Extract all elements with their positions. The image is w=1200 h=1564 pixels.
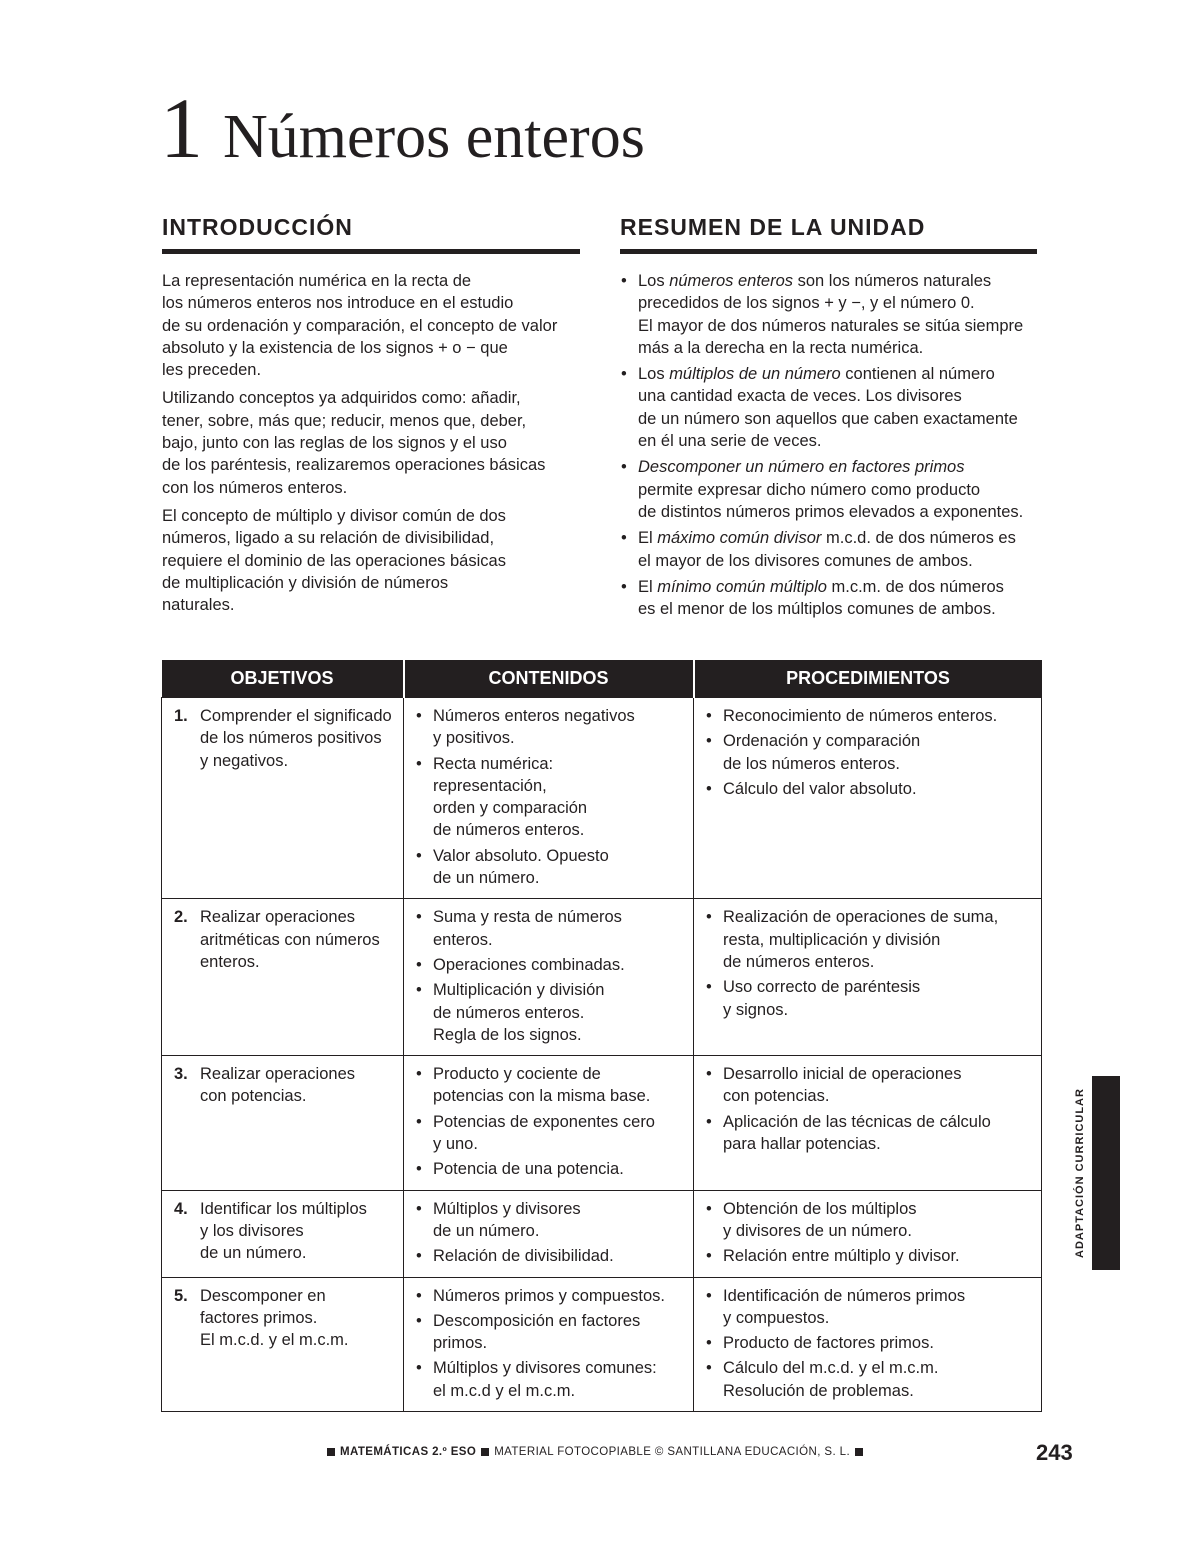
intro-paragraph: La representación numérica en la recta de los números enteros nos introduce en el estudio de su ordenación y comparación, el concepto de valor absoluto y la existencia de los signos + o − que les preceden. [162, 272, 558, 380]
table-row [162, 899, 1042, 1056]
procedimientos-list [704, 705, 1035, 800]
contenidos-item: • Descomposición en factores primos. [414, 1310, 687, 1355]
table-row [162, 698, 1042, 899]
curriculum-table [161, 660, 1042, 1412]
objetivo-cell [162, 698, 404, 899]
contenidos-item: • Operaciones combinadas. [414, 954, 687, 976]
procedimientos-item: • Identificación de números primos y compuestos. [704, 1285, 1035, 1330]
procedimientos-item: • Producto de factores primos. [704, 1332, 1035, 1354]
procedimientos-item: • Relación entre múltiplo y divisor. [704, 1245, 1035, 1267]
resumen-item-post: son los números naturales precedidos de los signos + y −, y el número 0. El mayor de dos números naturales se sitúa siempre más a la derecha en la recta numérica. [638, 272, 1024, 357]
table-body [162, 698, 1042, 1412]
contenidos-item: • Múltiplos y divisores comunes: el m.c.d y el m.c.m. [414, 1357, 687, 1402]
intro-paragraph: Utilizando conceptos ya adquiridos como: añadir, tener, sobre, más que; reducir, menos que, deber, bajo, junto con las reglas de los signos y el uso de los paréntesis, realizaremos operaciones básicas con los números enteros. [162, 389, 546, 497]
contenidos-list [414, 906, 687, 1046]
contenidos-cell [404, 899, 694, 1056]
contenidos-cell [404, 1056, 694, 1190]
contenidos-list [414, 1063, 687, 1180]
procedimientos-item: • Reconocimiento de números enteros. [704, 705, 1035, 727]
contenidos-list [414, 1285, 687, 1402]
objetivo-number: 5. [174, 1286, 188, 1305]
intro-body [162, 270, 592, 622]
contenidos-item: • Multiplicación y división de números enteros. Regla de los signos. [414, 979, 687, 1046]
procedimientos-list [704, 1063, 1035, 1155]
objetivo-number: 4. [174, 1199, 188, 1218]
resumen-heading: RESUMEN DE LA UNIDAD [620, 214, 1037, 254]
resumen-item-term: mínimo común múltiplo [657, 577, 827, 596]
table-row [162, 1277, 1042, 1411]
procedimientos-item: • Realización de operaciones de suma, resta, multiplicación y división de números enteros. [704, 906, 1035, 973]
resumen-item-pre: Los [638, 272, 670, 290]
resumen-item-term: múltiplos de un número [669, 365, 841, 384]
objetivo-cell [162, 899, 404, 1056]
procedimientos-item: • Cálculo del m.c.d. y el m.c.m. Resolución de problemas. [704, 1357, 1035, 1402]
contenidos-cell [404, 1190, 694, 1277]
table-header-row [162, 660, 1042, 698]
objetivo-number: 3. [174, 1065, 188, 1084]
procedimientos-list [704, 1198, 1035, 1268]
contenidos-list [414, 1198, 687, 1268]
procedimientos-cell [694, 1277, 1042, 1411]
table-row [162, 1190, 1042, 1277]
contenidos-list [414, 705, 687, 889]
resumen-item [620, 270, 1050, 359]
procedimientos-list [704, 1285, 1035, 1402]
contenidos-item: • Números primos y compuestos. [414, 1285, 687, 1307]
objetivo-text: Descomponer en factores primos. El m.c.d. y el m.c.m. [200, 1286, 349, 1350]
table-row [162, 1056, 1042, 1190]
objetivo-cell [162, 1190, 404, 1277]
page-number: 243 [1036, 1440, 1073, 1465]
resumen-item-term: números enteros [669, 272, 794, 290]
procedimientos-item: • Obtención de los múltiplos y divisores de un número. [704, 1198, 1035, 1243]
footer-book: MATEMÁTICAS 2.º ESO [340, 1446, 477, 1458]
resumen-item-post: m.c.m. de dos números es el menor de los múltiplos comunes de ambos. [638, 577, 1004, 619]
resumen-item [620, 363, 1050, 452]
resumen-item [620, 576, 1050, 621]
contenidos-item: • Valor absoluto. Opuesto de un número. [414, 845, 687, 890]
resumen-item-post: contienen al número una cantidad exacta de veces. Los divisores de un número son aquellos que caben exactamente en él una serie de veces. [638, 365, 1018, 451]
resumen-item-term: máximo común divisor [657, 529, 822, 548]
resumen-item-pre: El [638, 577, 658, 596]
objetivo [172, 906, 397, 973]
header-contenidos: CONTENIDOS [404, 660, 694, 698]
objetivo [172, 1198, 397, 1265]
unit-number: 1 [160, 80, 203, 176]
resumen-item-pre: Los [638, 365, 670, 384]
contenidos-item: • Potencias de exponentes cero y uno. [414, 1111, 687, 1156]
objetivo [172, 705, 397, 772]
footer [322, 1446, 868, 1458]
objetivo-text: Realizar operaciones con potencias. [200, 1065, 356, 1106]
header-procedimientos: PROCEDIMIENTOS [694, 660, 1042, 698]
contenidos-item: • Producto y cociente de potencias con la misma base. [414, 1063, 687, 1108]
procedimientos-item: • Aplicación de las técnicas de cálculo para hallar potencias. [704, 1111, 1035, 1156]
resumen-item [620, 456, 1050, 523]
procedimientos-item: • Ordenación y comparación de los números enteros. [704, 730, 1035, 775]
objetivo [172, 1285, 397, 1352]
objetivo-text: Comprender el significado de los números positivos y negativos. [200, 707, 392, 770]
contenidos-item: • Potencia de una potencia. [414, 1158, 687, 1180]
resumen-item-pre: El [638, 529, 658, 548]
procedimientos-item: • Cálculo del valor absoluto. [704, 778, 1035, 800]
objetivo [172, 1063, 397, 1108]
objetivo-number: 2. [174, 908, 188, 927]
intro-heading: INTRODUCCIÓN [162, 214, 580, 254]
contenidos-cell [404, 698, 694, 899]
resumen-item-term: Descomponer un número en factores primos [638, 458, 965, 477]
footer-copyright: MATERIAL FOTOCOPIABLE © SANTILLANA EDUCACIÓN, S. L. [494, 1446, 851, 1458]
objetivo-cell [162, 1277, 404, 1411]
procedimientos-item: • Desarrollo inicial de operaciones con potencias. [704, 1063, 1035, 1108]
side-tab-bar [1092, 1076, 1120, 1270]
contenidos-item: • Suma y resta de números enteros. [414, 906, 687, 951]
procedimientos-item: • Uso correcto de paréntesis y signos. [704, 976, 1035, 1021]
contenidos-item: • Números enteros negativos y positivos. [414, 705, 687, 750]
square-bullet-icon [481, 1448, 489, 1456]
procedimientos-list [704, 906, 1035, 1020]
objetivo-number: 1. [174, 707, 188, 725]
resumen-item-post: m.c.d. de dos números es el mayor de los divisores comunes de ambos. [638, 529, 1016, 570]
contenidos-item: • Múltiplos y divisores de un número. [414, 1198, 687, 1243]
square-bullet-icon [327, 1448, 335, 1456]
page-title [160, 78, 645, 178]
resumen-item-post: permite expresar dicho número como producto de distintos números primos elevados a exponentes. [638, 480, 1024, 521]
objetivo-cell [162, 1056, 404, 1190]
procedimientos-cell [694, 1190, 1042, 1277]
objetivo-text: Realizar operaciones aritméticas con números enteros. [200, 908, 380, 971]
contenidos-cell [404, 1277, 694, 1411]
contenidos-item: • Relación de divisibilidad. [414, 1245, 687, 1267]
resumen-body [620, 270, 1050, 624]
square-bullet-icon [855, 1448, 863, 1456]
unit-title: Números enteros [223, 103, 645, 171]
resumen-item [620, 527, 1050, 572]
objetivo-text: Identificar los múltiplos y los divisores de un número. [200, 1199, 367, 1263]
contenidos-item: • Recta numérica: representación, orden y comparación de números enteros. [414, 753, 687, 842]
procedimientos-cell [694, 899, 1042, 1056]
procedimientos-cell [694, 1056, 1042, 1190]
intro-paragraph: El concepto de múltiplo y divisor común de dos números, ligado a su relación de divisibilidad, requiere el dominio de las operaciones básicas de multiplicación y división de números naturales. [162, 506, 506, 615]
resumen-list [620, 270, 1050, 620]
header-objetivos: OBJETIVOS [162, 660, 404, 698]
procedimientos-cell [694, 698, 1042, 899]
side-tab-label: ADAPTACIÓN CURRICULAR [1074, 1088, 1086, 1258]
